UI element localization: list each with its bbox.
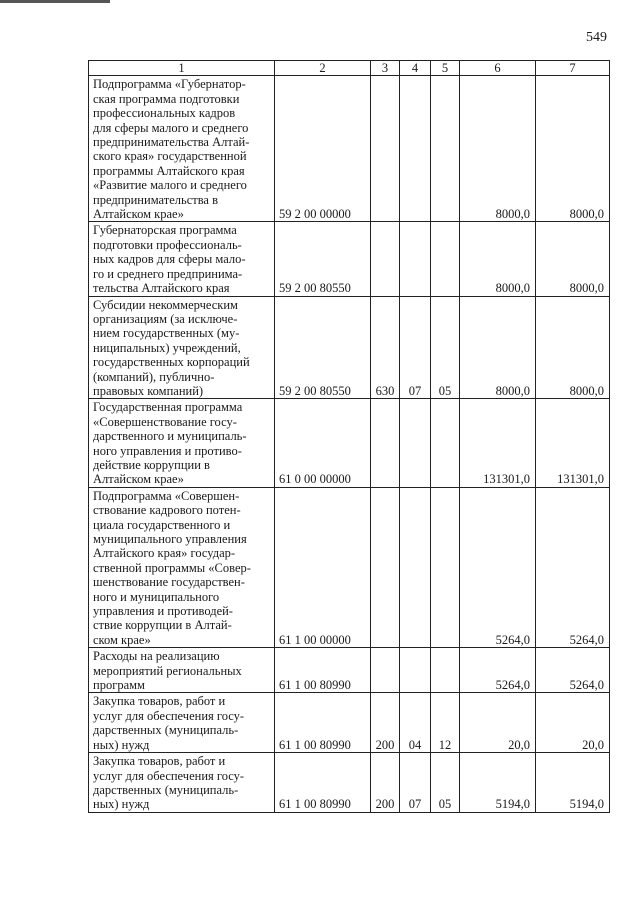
row-amount-2: 8000,0 <box>536 296 610 399</box>
table-row <box>89 753 610 813</box>
row-name-line: Расходы на реализацию <box>93 649 220 664</box>
header-col-2: 2 <box>275 61 371 76</box>
row-name-line: действие коррупции в <box>93 457 210 472</box>
row-name-line: Закупка товаров, работ и <box>93 754 226 769</box>
table-row <box>89 648 610 693</box>
row-amount-1: 8000,0 <box>460 296 536 399</box>
row-name-line: ственной программы «Совер- <box>93 560 251 575</box>
header-col-3: 3 <box>371 61 400 76</box>
row-name-line: ниципальных) учреждений, <box>93 340 241 355</box>
row-subsection <box>431 648 460 693</box>
row-name-line: мероприятий региональных <box>93 663 242 678</box>
row-amount-2: 20,0 <box>536 693 610 753</box>
row-name-line: подготовки профессиональ- <box>93 237 242 252</box>
row-subsection: 05 <box>431 296 460 399</box>
row-name <box>89 76 275 222</box>
row-name-line: ского края» государственной <box>93 149 247 164</box>
table-body <box>89 76 610 812</box>
row-code: 59 2 00 80550 <box>275 296 371 399</box>
row-name-line: ском крае» <box>93 632 151 647</box>
row-name-line: программ <box>93 678 145 693</box>
row-name-line: Закупка товаров, работ и <box>93 694 226 709</box>
row-code: 61 1 00 00000 <box>275 487 371 647</box>
row-expense-type <box>371 399 400 487</box>
row-amount-2: 8000,0 <box>536 76 610 222</box>
row-name-line: ствование кадрового потен- <box>93 503 241 518</box>
row-section <box>400 399 431 487</box>
budget-table <box>88 60 610 813</box>
row-amount-2: 5264,0 <box>536 487 610 647</box>
row-code: 59 2 00 80550 <box>275 222 371 296</box>
row-name-line: ская программа подготовки <box>93 91 240 106</box>
header-col-7: 7 <box>536 61 610 76</box>
row-name-line: профессиональных кадров <box>93 106 236 121</box>
row-name <box>89 648 275 693</box>
row-name-line: дарственного и муниципаль- <box>93 429 247 444</box>
header-row <box>89 61 610 76</box>
row-name <box>89 487 275 647</box>
row-name-line: Подпрограмма «Совершен- <box>93 488 240 503</box>
row-name-line: ствие коррупции в Алтай- <box>93 618 232 633</box>
row-amount-1: 5264,0 <box>460 487 536 647</box>
row-name-line: дарственных (муниципаль- <box>93 723 239 738</box>
row-expense-type: 630 <box>371 296 400 399</box>
row-name-line: предпринимательства в <box>93 192 219 207</box>
header-col-5: 5 <box>431 61 460 76</box>
row-code: 61 1 00 80990 <box>275 693 371 753</box>
row-name <box>89 222 275 296</box>
row-name <box>89 296 275 399</box>
row-amount-2: 8000,0 <box>536 222 610 296</box>
row-name <box>89 753 275 813</box>
table-row <box>89 222 610 296</box>
row-amount-1: 8000,0 <box>460 222 536 296</box>
row-name-line: ных) нужд <box>93 737 150 752</box>
row-name-line: «Совершенствование госу- <box>93 414 237 429</box>
row-amount-2: 5264,0 <box>536 648 610 693</box>
row-amount-2: 131301,0 <box>536 399 610 487</box>
row-name-line: ных кадров для сферы мало- <box>93 252 246 267</box>
row-code: 61 1 00 80990 <box>275 753 371 813</box>
row-amount-1: 5194,0 <box>460 753 536 813</box>
row-name-line: «Развитие малого и среднего <box>93 178 247 193</box>
table-row <box>89 76 610 222</box>
table-row <box>89 487 610 647</box>
row-name-line: Подпрограмма «Губернатор- <box>93 77 246 92</box>
page-number: 549 <box>586 30 607 45</box>
row-subsection <box>431 222 460 296</box>
row-section: 07 <box>400 753 431 813</box>
row-name-line: управления и противодей- <box>93 604 233 619</box>
row-name <box>89 693 275 753</box>
row-name-line: программы Алтайского края <box>93 163 245 178</box>
row-subsection: 12 <box>431 693 460 753</box>
row-amount-1: 131301,0 <box>460 399 536 487</box>
row-name-line: организациям (за исключе- <box>93 311 238 326</box>
row-expense-type <box>371 487 400 647</box>
row-subsection <box>431 487 460 647</box>
row-name-line: тельства Алтайского края <box>93 281 230 296</box>
row-name-line: правовых компаний) <box>93 383 204 398</box>
row-amount-1: 8000,0 <box>460 76 536 222</box>
row-name-line: Субсидии некоммерческим <box>93 297 238 312</box>
row-amount-2: 5194,0 <box>536 753 610 813</box>
row-expense-type <box>371 222 400 296</box>
row-name-line: ных) нужд <box>93 797 150 812</box>
table-row <box>89 693 610 753</box>
row-code: 59 2 00 00000 <box>275 76 371 222</box>
header-col-4: 4 <box>400 61 431 76</box>
row-name-line: циала государственного и <box>93 517 231 532</box>
row-name-line: для сферы малого и среднего <box>93 120 249 135</box>
table-row <box>89 296 610 399</box>
row-name-line: дарственных (муниципаль- <box>93 782 239 797</box>
row-name-line: Алтайском крае» <box>93 472 184 487</box>
row-expense-type <box>371 76 400 222</box>
top-rule <box>0 0 110 3</box>
row-name-line: ного управления и противо- <box>93 443 242 458</box>
row-subsection <box>431 76 460 222</box>
row-amount-1: 5264,0 <box>460 648 536 693</box>
row-code: 61 0 00 00000 <box>275 399 371 487</box>
header-col-1: 1 <box>89 61 275 76</box>
row-name <box>89 399 275 487</box>
row-name-line: предпринимательства Алтай- <box>93 135 250 150</box>
row-name-line: го и среднего предпринима- <box>93 266 243 281</box>
row-section <box>400 76 431 222</box>
row-name-line: Государственная программа <box>93 400 243 415</box>
row-name-line: Алтайском крае» <box>93 207 184 222</box>
row-subsection: 05 <box>431 753 460 813</box>
row-name-line: Алтайского края» государ- <box>93 546 236 561</box>
row-name-line: государственных корпораций <box>93 355 250 370</box>
row-subsection <box>431 399 460 487</box>
row-section <box>400 648 431 693</box>
row-name-line: нием государственных (му- <box>93 326 240 341</box>
row-section: 07 <box>400 296 431 399</box>
row-name-line: (компаний), публично- <box>93 369 215 384</box>
row-name-line: шенствование государствен- <box>93 575 245 590</box>
row-name-line: услуг для обеспечения госу- <box>93 768 245 783</box>
row-expense-type: 200 <box>371 693 400 753</box>
row-name-line: услуг для обеспечения госу- <box>93 708 245 723</box>
row-code: 61 1 00 80990 <box>275 648 371 693</box>
row-section <box>400 222 431 296</box>
row-amount-1: 20,0 <box>460 693 536 753</box>
row-name-line: Губернаторская программа <box>93 223 237 238</box>
row-section: 04 <box>400 693 431 753</box>
row-expense-type: 200 <box>371 753 400 813</box>
table-row <box>89 399 610 487</box>
header-col-6: 6 <box>460 61 536 76</box>
row-expense-type <box>371 648 400 693</box>
row-section <box>400 487 431 647</box>
row-name-line: муниципального управления <box>93 532 247 546</box>
row-name-line: ного и муниципального <box>93 589 220 604</box>
